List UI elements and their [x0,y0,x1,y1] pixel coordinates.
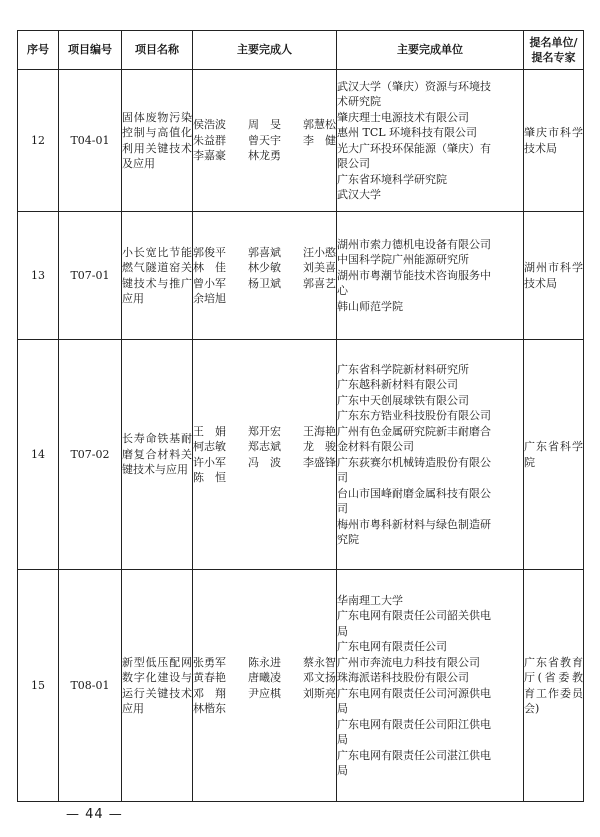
person-name: 郑志斌 [247,440,281,453]
row-units [337,570,524,802]
unit-line: 广东越科新材料有限公司 [337,378,458,391]
person-name: 王 娟 [193,424,226,438]
person-name: 郭俊平 [193,245,226,259]
person-name: 曾天宇 [247,133,281,147]
awards-table [17,30,584,802]
person-name: 李 健 [303,133,336,147]
person-name: 李嘉豪 [193,149,226,163]
unit-line: 金材料有限公司 [337,440,414,453]
people-grid [193,117,336,164]
person-name [241,701,289,717]
row-project-name: 固体废物污染控制与高值化利用关键技术及应用 [122,70,193,212]
row-nominator: 湖州市科学技术局 [524,212,584,340]
unit-line: 中国科学院广州能源研究所 [337,253,469,267]
row-code: T07-01 [59,212,122,340]
person-name [288,470,336,486]
row-units [337,340,524,570]
row-units [337,70,524,212]
row-people [193,570,337,802]
unit-line: 韩山师范学院 [337,299,403,313]
person-name: 蔡永智 [303,655,336,669]
unit-line: 司 [337,471,348,484]
person-name: 陈永进 [247,655,281,669]
person-name: 侯浩波 [193,118,226,132]
person-name: 唐曦凌 [247,671,281,684]
header-units: 主要完成单位 [337,31,524,70]
person-name: 林龙勇 [247,149,281,163]
unit-line: 湖州市索力德机电设备有限公司 [337,237,491,251]
person-name: 林 佳 [193,261,226,274]
unit-line: 限公司 [337,157,370,170]
unit-line: 局 [337,624,348,638]
person-name: 李盛锋 [303,455,336,469]
unit-line: 华南理工大学 [337,593,403,607]
header-name: 项目名称 [122,31,193,70]
person-name: 郭喜斌 [247,245,281,259]
header-nominator-line2: 提名专家 [531,51,576,64]
row-people [193,70,337,212]
unit-line: 广州市奔流电力科技有限公司 [337,655,480,669]
people-grid [193,424,336,486]
row-seq: 15 [18,570,59,802]
person-name: 邓文扬 [303,671,336,684]
row-nominator: 肇庆市科学技术局 [524,70,584,212]
header-people: 主要完成人 [193,31,337,70]
person-name: 林楷东 [193,702,226,715]
row-people [193,340,337,570]
person-name: 柯志敏 [193,440,226,453]
row-seq: 12 [18,70,59,212]
row-project-name: 长寿命铁基耐磨复合材料关键技术与应用 [122,340,193,570]
unit-line: 术研究院 [337,95,381,108]
unit-line: 肇庆理士电源技术有限公司 [337,110,469,124]
unit-line: 究院 [337,533,359,546]
person-name: 刘斯亮 [303,686,336,700]
unit-line: 武汉大学（肇庆）资源与环境技 [337,79,491,93]
header-row [18,31,584,70]
person-name: 郑开宏 [247,424,281,438]
person-name: 曾小军 [193,276,226,290]
header-nominator [524,31,584,70]
unit-line: 广东电网有限责任公司阳江供电 [337,717,491,731]
person-name: 杨卫斌 [247,276,281,290]
row-code: T08-01 [59,570,122,802]
table-row [18,340,584,570]
header-code: 项目编号 [59,31,122,70]
person-name [288,701,336,717]
unit-line: 局 [337,702,348,715]
row-seq: 14 [18,340,59,570]
row-seq: 13 [18,212,59,340]
people-grid [193,655,336,717]
row-units [337,212,524,340]
table-body [18,70,584,802]
person-name: 郭喜艺 [303,276,336,290]
unit-line: 武汉大学 [337,188,381,201]
person-name: 刘美喜 [303,261,336,274]
unit-line: 梅州市粤科新材料与绿色制造研 [337,517,491,531]
person-name: 王海艳 [303,424,336,438]
unit-line: 广东电网有限责任公司河源供电 [337,686,491,700]
table-row [18,570,584,802]
unit-line: 广州有色金属研究院新丰耐磨合 [337,424,491,438]
page-number: — 44 — [66,807,123,822]
unit-line: 心 [337,284,348,298]
person-name: 张勇军 [193,655,226,669]
person-name [288,291,336,307]
unit-line: 广东省科学院新材料研究所 [337,362,469,376]
person-name: 余培旭 [193,292,226,305]
person-name: 周 旻 [247,118,281,132]
header-seq: 序号 [18,31,59,70]
unit-line: 广东电网有限责任公司韶关供电 [337,609,491,622]
unit-line: 广东电网有限责任公司 [337,640,447,653]
person-name [288,148,336,164]
unit-line: 珠海派诺科技股份有限公司 [337,671,469,684]
table-row [18,212,584,340]
row-code: T04-01 [59,70,122,212]
person-name: 汪小憨 [303,245,336,259]
person-name: 冯 波 [247,455,281,469]
person-name: 许小军 [193,455,226,469]
unit-line: 广东东方锆业科技股份有限公司 [337,409,491,422]
person-name: 林少敏 [247,261,281,274]
person-name: 龙 骏 [303,440,336,453]
header-nominator-line1: 提名单位/ [529,35,578,49]
person-name: 朱益群 [193,133,226,147]
row-project-name: 小长宽比节能燃气隧道窑关键技术与推广应用 [122,212,193,340]
unit-line: 局 [337,733,348,746]
person-name: 尹应棋 [247,686,281,700]
unit-line: 台山市国峰耐磨金属科技有限公 [337,486,491,500]
people-grid [193,245,336,307]
person-name [241,291,289,307]
unit-line: 光大广环投环保能源（肇庆）有 [337,141,491,155]
person-name: 邓 翔 [193,686,226,700]
unit-line: 广东中天创展球铁有限公司 [337,393,469,407]
unit-line: 广东省环境科学研究院 [337,172,447,186]
unit-line: 广东荻赛尔机械铸造股份有限公 [337,455,491,469]
person-name [241,470,289,486]
unit-line: 局 [337,764,348,777]
person-name: 郭慧松 [303,118,336,132]
row-nominator: 广东省科学院 [524,340,584,570]
person-name: 黄春艳 [193,671,226,684]
unit-line: 惠州 TCL 环境科技有限公司 [337,126,478,139]
person-name: 陈 恒 [193,471,226,484]
unit-line: 司 [337,502,348,515]
row-nominator: 广东省教育厅(省委教育工作委员会) [524,570,584,802]
table-row [18,70,584,212]
row-people [193,212,337,340]
row-code: T07-02 [59,340,122,570]
unit-line: 湖州市粤潮节能技术咨询服务中 [337,268,491,282]
unit-line: 广东电网有限责任公司湛江供电 [337,748,491,762]
row-project-name: 新型低压配网数字化建设与运行关键技术应用 [122,570,193,802]
